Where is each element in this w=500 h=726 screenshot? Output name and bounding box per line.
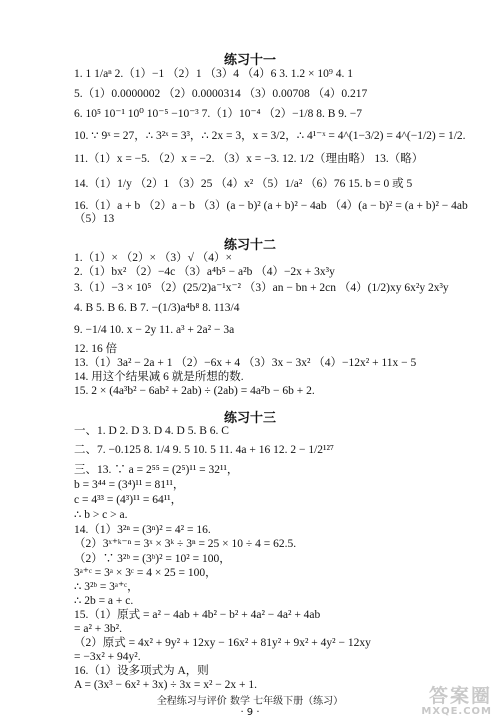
answer-line: 16.（1）a + b （2）a − b （3）(a − b)² (a + b)² − 4ab （4）(a − b)² = (a + b)² − 4ab [74,200,468,212]
answer-line: 16.（1）设多项式为 A，则 [74,665,209,677]
answer-line: 2.（1）bx² （2）−4c （3）a⁴b⁵ − a²b （4）−2x + 3x³y [74,266,335,278]
page-footer: 全程练习与评价 数学 七年级下册（练习） [156,696,344,707]
answer-line: 4. B 5. B 6. B 7. −(1/3)a⁴b⁸ 8. 113/4 [74,302,240,314]
answer-line: = a² + 3b². [74,623,122,635]
answer-line: 1.（1）× （2）× （3）√ （4）× [74,252,233,264]
answer-line: 9. −1/4 10. x − 2y 11. a³ + 2a² − 3a [74,324,235,336]
answer-line: （5）13 [74,213,115,225]
answer-line: 13.（1）3a² − 2a + 1 （2）−6x + 4 （3）3x − 3x² （4）−12x² + 11x − 5 [74,357,417,369]
answer-line: 15. 2 × (4a³b² − 6ab² + 2ab) ÷ (2ab) = 4a²b − 6b + 2. [74,385,315,397]
watermark-logo [400,686,492,720]
answer-line: 12. 16 倍 [74,343,118,355]
section-title-13: 练习十三 [223,411,276,426]
answer-line: 3.（1）−3 × 10⁵ （2）(25/2)a⁻¹x⁻² （3）an − bn + 2cn （4）(1/2)xy 6x²y 2x³y [74,282,449,294]
answer-line: 3ᵃ⁺ᶜ = 3ᵃ × 3ᶜ = 4 × 25 = 100， [74,567,217,579]
page-number: · 9 · [240,707,260,718]
answer-line: （2）原式 = 4x² + 9y² + 12xy − 16x² + 81y² + 9x² + 4y² − 12xy [74,637,371,649]
answer-line: 14. 用这个结果减 6 就是所想的数. [74,371,244,383]
answer-line: ∴ 2b = a + c. [74,595,134,607]
answer-line: （2）3ˣ⁺ᵏ⁻ⁿ = 3ˣ × 3ᵏ ÷ 3ⁿ = 25 × 10 ÷ 4 = 62.5. [74,538,297,550]
answer-line: 14.（1）3²ⁿ = (3ⁿ)² = 4² = 16. [74,524,211,536]
watermark-bottom: MXQE.COM [421,706,492,717]
answer-line: 1. 1 1/aⁿ 2.（1）−1 （2）1 （3）4 （4）6 3. 1.2 × 10⁹ 4. 1 [74,68,354,80]
section-title-12: 练习十二 [223,238,276,253]
answer-line: = −3x² + 94y². [74,651,141,663]
answer-line: c = 4³³ = (4³)¹¹ = 64¹¹， [74,494,183,506]
answer-line: 14.（1）1/y （2）1 （3）25 （4）x² （5）1/a² （6）76 15. b = 0 或 5 [74,178,413,190]
answer-line: 三、13. ∵ a = 2⁵⁵ = (2⁵)¹¹ = 32¹¹， [74,464,239,476]
answer-line: 二、7. −0.125 8. 1/4 9. 5 10. 5 11. 4a + 16 12. 2 − 1/2¹²⁷ [74,444,334,456]
answer-line: 6. 10⁵ 10⁻¹ 10⁰ 10⁻⁵ −10⁻³ 7.（1）10⁻⁴ （2）−1/8 8. B 9. −7 [74,108,363,120]
answer-line: 10. ∵ 9ˣ = 27，∴ 3²ˣ = 3³，∴ 2x = 3，x = 3/2，∴ 4¹⁻ˣ = 4^(1−3/2) = 4^(−1/2) = 1/2. [74,130,466,142]
watermark-top: 答案圈 [428,685,492,707]
section-title-11: 练习十一 [223,53,276,68]
answer-line: 一、1. D 2. D 3. D 4. D 5. B 6. C [74,425,229,437]
answer-line: b = 3⁴⁴ = (3⁴)¹¹ = 81¹¹， [74,479,185,491]
answer-line: ∴ b > c > a. [74,509,128,521]
answer-line: 5.（1）0.0000002 （2）0.0000314 （3）0.00708 （4）0.217 [74,88,368,100]
answer-line: （2）∵ 3²ᵇ = (3ᵇ)² = 10² = 100， [74,553,231,565]
answer-line: A = (3x³ − 6x² + 3x) ÷ 3x = x² − 2x + 1. [74,679,258,691]
answer-line: ∴ 3²ᵇ = 3ᵃ⁺ᶜ， [74,581,139,593]
answer-line: 11.（1）x = −5. （2）x = −2. （3）x = −3. 12. 1/2（理由略） 13.（略） [74,153,424,165]
answer-line: 15.（1）原式 = a² − 4ab + 4b² − b² + 4a² − 4a² + 4ab [74,609,321,621]
